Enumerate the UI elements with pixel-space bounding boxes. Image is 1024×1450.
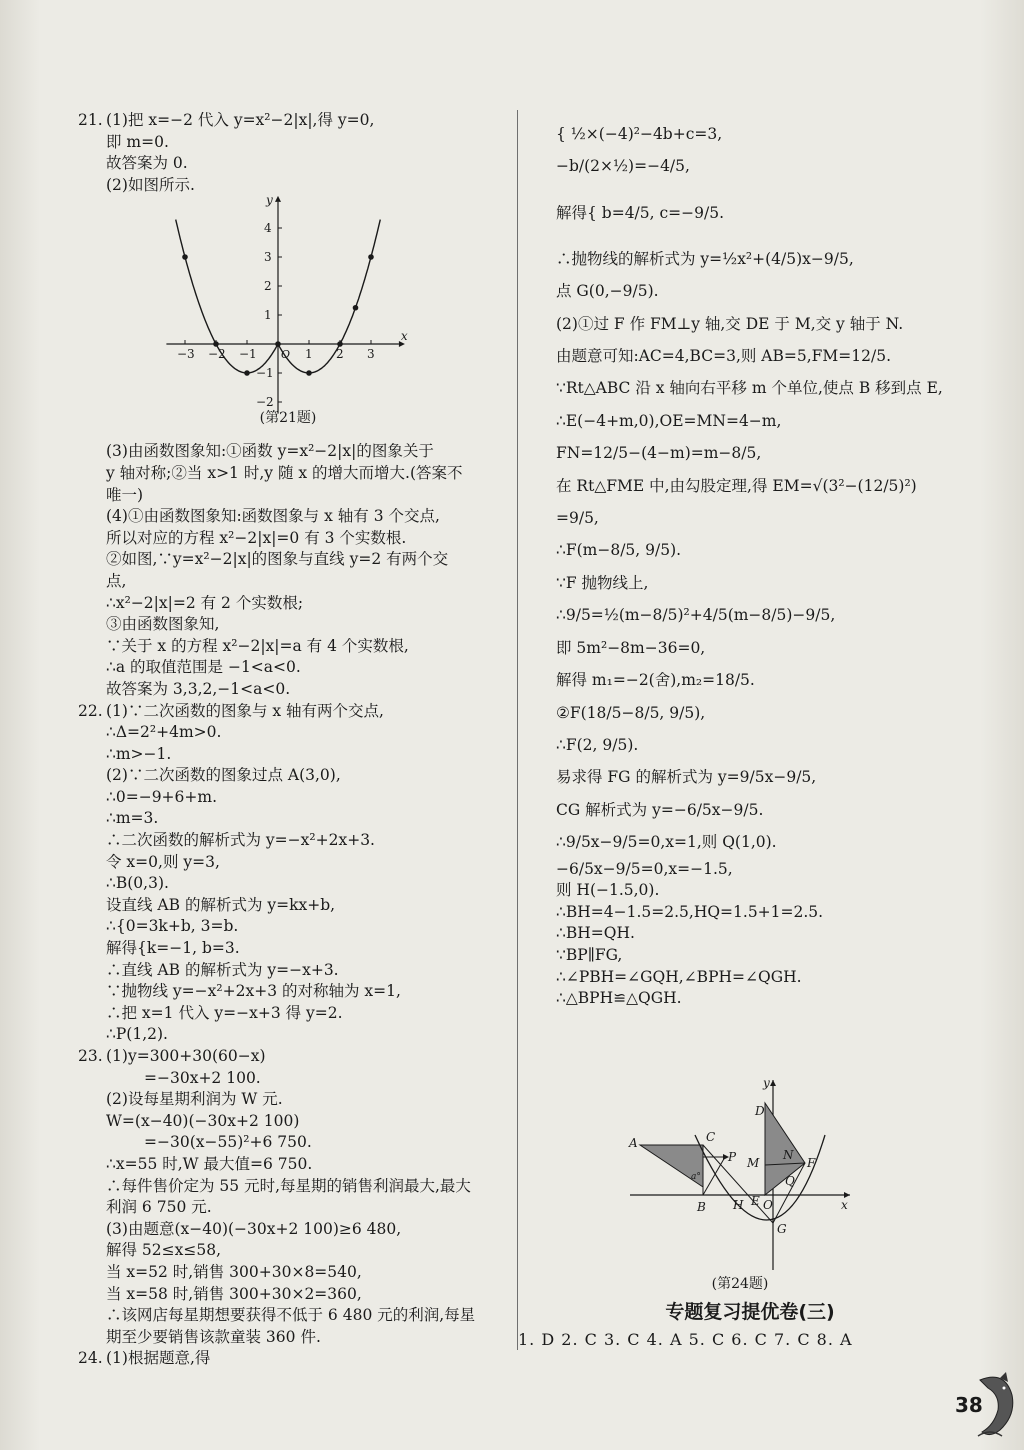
text-line: (2)∵二次函数的图象过点 A(3,0),	[106, 766, 341, 785]
text-line: y 轴对称;②当 x>1 时,y 随 x 的增大而增大.(答案不	[106, 463, 463, 482]
x-tick-label: 1	[305, 347, 313, 362]
text-line	[78, 110, 496, 132]
text-line: ∵BP∥FG,	[556, 945, 623, 964]
text-line: ∴该网店每星期想要获得不低于 6 480 元的利润,每星	[106, 1306, 476, 1325]
label-q: Q	[785, 1174, 795, 1188]
label-y: y	[763, 1076, 770, 1090]
right-column	[556, 118, 956, 1010]
label-c: C	[706, 1130, 716, 1144]
origin-label: O	[281, 348, 291, 362]
y-tick-label: 2	[264, 279, 272, 294]
text-line: 则 H(−1.5,0).	[556, 881, 660, 900]
text-line: ∴∠PBH=∠GQH,∠BPH=∠QGH.	[556, 967, 802, 986]
text-line: ∴每件售价定为 55 元时,每星期的销售利润最大,最大	[106, 1176, 471, 1195]
label-e: E	[751, 1194, 760, 1208]
label-b: B	[697, 1200, 706, 1214]
line-text: (1)y=300+30(60−x)	[106, 1047, 266, 1065]
text-line: ∴m>−1.	[106, 744, 172, 763]
label-h: H	[733, 1198, 744, 1212]
text-line: 由题意可知:AC=4,BC=3,则 AB=5,FM=12/5.	[556, 347, 891, 366]
text-line: −6/5x−9/5=0,x=−1.5,	[556, 859, 733, 878]
y-tick-label: −1	[256, 366, 274, 381]
text-line: 故答案为 3,3,2,−1<a<0.	[106, 679, 291, 698]
x-tick-label: −3	[177, 347, 195, 362]
y-axis-arrow	[275, 196, 281, 202]
figure-21	[158, 196, 496, 441]
text-line: ∴F(m−8/5, 9/5).	[556, 541, 682, 560]
text-line: FN=12/5−(4−m)=m−8/5,	[556, 444, 762, 463]
line-text: (1)根据题意,得	[106, 1349, 211, 1368]
answer-list: 1. D 2. C 3. C 4. A 5. C 6. C 7. C 8. A	[518, 1330, 853, 1349]
x-tick-label: −1	[239, 347, 257, 362]
text-line: =−30x+2 100.	[144, 1068, 261, 1087]
label-a: A	[629, 1136, 638, 1150]
text-line: 当 x=52 时,销售 300+30×8=540,	[106, 1262, 362, 1281]
text-line: 当 x=58 时,销售 300+30×2=360,	[106, 1284, 362, 1303]
text-line: 令 x=0,则 y=3,	[106, 852, 220, 871]
figure-24	[625, 1075, 855, 1295]
label-angle: a°	[691, 1172, 701, 1182]
curve-point	[306, 371, 312, 377]
text-line: =−30(x−55)²+6 750.	[144, 1133, 312, 1152]
x-tick-label: −2	[208, 347, 226, 362]
question-number: 23.	[78, 1047, 103, 1065]
text-line: ∴二次函数的解析式为 y=−x²+2x+3.	[106, 831, 375, 850]
label-o: O	[763, 1198, 773, 1212]
text-line: ∵F 抛物线上,	[556, 573, 649, 592]
text-line	[78, 1046, 496, 1068]
text-line: 解得 m₁=−2(舍),m₂=18/5.	[556, 671, 755, 690]
text-line: ∴B(0,3).	[106, 874, 169, 893]
question-number: 24.	[78, 1349, 103, 1368]
column-divider	[517, 110, 518, 1350]
text-line: (2)①过 F 作 FM⊥y 轴,交 DE 于 M,交 y 轴于 N.	[556, 314, 904, 333]
text-line: 点,	[106, 571, 127, 590]
text-line: ③由函数图象知,	[106, 615, 220, 634]
y-axis-arrow	[770, 1080, 776, 1086]
text-line: ∵抛物线 y=−x²+2x+3 的对称轴为 x=1,	[106, 982, 401, 1001]
text-line: (3)由函数图象知:①函数 y=x²−2|x|的图象关于	[106, 442, 434, 461]
text-line: ∴a 的取值范围是 −1<a<0.	[106, 658, 301, 677]
text-line: 所以对应的方程 x²−2|x|=0 有 3 个实数根.	[106, 528, 407, 547]
curve-point	[368, 255, 374, 261]
text-line: 设直线 AB 的解析式为 y=kx+b,	[106, 895, 336, 914]
text-line: CG 解析式为 y=−6/5x−9/5.	[556, 800, 764, 819]
text-line: ②如图,∵y=x²−2|x|的图象与直线 y=2 有两个交	[106, 550, 449, 569]
curve-point	[353, 305, 359, 311]
curve-point	[182, 255, 188, 261]
text-line: ∴BH=QH.	[556, 924, 635, 943]
text-line: 利润 6 750 元.	[106, 1198, 212, 1217]
text-line: ∴直线 AB 的解析式为 y=−x+3.	[106, 960, 339, 979]
label-p: P	[728, 1150, 737, 1164]
text-line	[78, 701, 496, 723]
text-line: 故答案为 0.	[106, 154, 188, 173]
segment-bp	[703, 1157, 725, 1195]
text-line: ∴9/5x−9/5=0,x=1,则 Q(1,0).	[556, 833, 777, 852]
text-line: ∴F(2, 9/5).	[556, 735, 639, 754]
text-line: { ½×(−4)²−4b+c=3,	[556, 125, 723, 143]
label-g: G	[777, 1222, 787, 1236]
text-line: ∴Δ=2²+4m>0.	[106, 723, 222, 742]
y-tick-label: 1	[264, 308, 272, 323]
text-line: 易求得 FG 的解析式为 y=9/5x−9/5,	[556, 768, 817, 787]
question-number: 21.	[78, 111, 103, 129]
curve-point	[244, 371, 250, 377]
text-line: (2)设每星期利润为 W 元.	[106, 1090, 283, 1109]
text-line: 解得{ b=4/5, c=−9/5.	[556, 203, 725, 222]
text-line: (4)①由函数图象知:函数图象与 x 轴有 3 个交点,	[106, 507, 440, 526]
text-line: ∴x²−2|x|=2 有 2 个实数根;	[106, 593, 304, 612]
text-line: 解得 52≤x≤58,	[106, 1241, 222, 1260]
curve-point	[337, 342, 343, 348]
y-tick-label: 4	[264, 221, 272, 236]
label-d: D	[755, 1104, 765, 1118]
text-line: ∴9/5=½(m−8/5)²+4/5(m−8/5)−9/5,	[556, 606, 836, 625]
text-line: −b/(2×½)=−4/5,	[556, 157, 690, 176]
y-tick-label: −2	[256, 395, 274, 410]
y-axis-label: y	[266, 196, 273, 208]
text-line: (3)由题意(x−40)(−30x+2 100)≥6 480,	[106, 1219, 402, 1238]
text-line: 点 G(0,−9/5).	[556, 282, 659, 301]
line-text: (1)把 x=−2 代入 y=x²−2|x|,得 y=0,	[106, 111, 375, 129]
text-line: ∴BH=4−1.5=2.5,HQ=1.5+1=2.5.	[556, 902, 824, 921]
text-line: ②F(18/5−8/5, 9/5),	[556, 703, 706, 722]
text-line: 唯一)	[106, 485, 144, 504]
text-line: 即 m=0.	[106, 132, 169, 151]
figure-caption: (第21题)	[259, 410, 317, 427]
text-line: =9/5,	[556, 509, 599, 528]
text-line: ∴0=−9+6+m.	[106, 787, 218, 806]
y-tick-label: 3	[264, 250, 272, 265]
curve-point	[213, 342, 219, 348]
line-text: (1)∵二次函数的图象与 x 轴有两个交点,	[106, 701, 384, 720]
parabola	[695, 1135, 825, 1220]
label-f: F	[807, 1156, 816, 1170]
parabola-graph	[158, 196, 418, 421]
text-line: ∴△BPH≌△QGH.	[556, 989, 682, 1008]
text-line: (2)如图所示.	[106, 175, 195, 194]
text-line: ∴抛物线的解析式为 y=½x²+(4/5)x−9/5,	[556, 249, 854, 268]
figure-caption: (第24题)	[711, 1276, 769, 1292]
geometry-figure	[625, 1075, 855, 1275]
text-line	[78, 1348, 496, 1370]
text-line: 解得{k=−1, b=3.	[106, 939, 240, 958]
left-column	[78, 110, 496, 1370]
text-line: ∴P(1,2).	[106, 1025, 168, 1044]
dolphin-icon	[970, 1370, 1020, 1440]
text-line: ∴把 x=1 代入 y=−x+3 得 y=2.	[106, 1003, 343, 1022]
page-number: 38	[955, 1393, 983, 1417]
x-tick-label: 3	[367, 347, 375, 362]
curve-point	[275, 342, 281, 348]
text-line: ∵关于 x 的方程 x²−2|x|=a 有 4 个实数根,	[106, 636, 409, 655]
text-line: ∴m=3.	[106, 809, 159, 828]
label-m: M	[747, 1156, 760, 1170]
text-line: 期至少要销售该款童装 360 件.	[106, 1327, 321, 1346]
section-title: 专题复习提优卷(三)	[665, 1301, 835, 1323]
question-number: 22.	[78, 701, 103, 720]
text-line: ∴{0=3k+b, 3=b.	[106, 917, 239, 936]
text-line: ∴x=55 时,W 最大值=6 750.	[106, 1154, 313, 1173]
text-line: ∴E(−4+m,0),OE=MN=4−m,	[556, 411, 782, 430]
label-x: x	[841, 1198, 848, 1212]
text-line: 即 5m²−8m−36=0,	[556, 638, 706, 657]
text-line: 在 Rt△FME 中,由勾股定理,得 EM=√(3²−(12/5)²)	[556, 476, 917, 495]
x-tick-label: 2	[336, 347, 344, 362]
x-axis-label: x	[400, 329, 408, 344]
text-line: W=(x−40)(−30x+2 100)	[106, 1111, 300, 1130]
label-n: N	[783, 1148, 794, 1162]
text-line: ∵Rt△ABC 沿 x 轴向右平移 m 个单位,使点 B 移到点 E,	[556, 379, 943, 398]
